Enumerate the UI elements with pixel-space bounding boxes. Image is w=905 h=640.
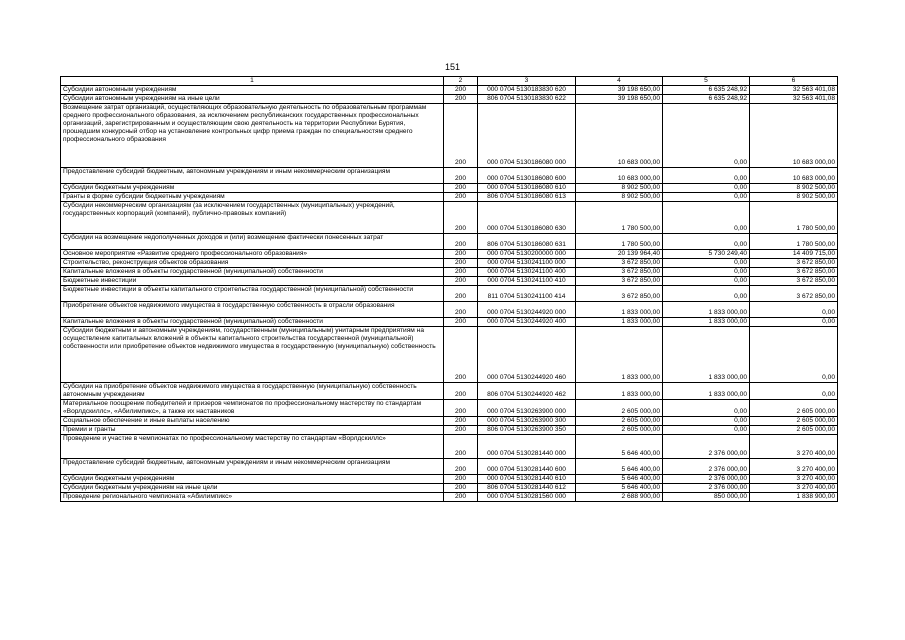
table-row — [61, 383, 838, 400]
row-unexecuted-amount-cell: 10 683 000,00 — [750, 168, 838, 184]
row-classification-code-cell: 000 0704 5130241100 400 — [478, 268, 576, 277]
header-cell-2: 2 — [444, 77, 478, 86]
table-row — [61, 268, 838, 277]
row-classification-code-cell: 000 0704 5130281560 000 — [478, 493, 576, 502]
table-row — [61, 493, 838, 502]
row-approved-amount-cell: 5 646 400,00 — [576, 484, 663, 493]
row-approved-amount-cell: 1 780 500,00 — [576, 234, 663, 250]
row-classification-code-cell: 806 0704 5130186080 631 — [478, 234, 576, 250]
row-name-cell: Капитальные вложения в объекты государственной (муниципальной) собственности — [61, 318, 444, 327]
table-row — [61, 86, 838, 95]
table-row — [61, 277, 838, 286]
row-executed-amount-cell: 6 635 248,92 — [663, 95, 750, 104]
table-row — [61, 168, 838, 184]
row-approved-amount-cell: 3 672 850,00 — [576, 259, 663, 268]
row-unexecuted-amount-cell: 2 605 000,00 — [750, 417, 838, 426]
row-line-code-cell: 200 — [444, 435, 478, 459]
row-executed-amount-cell: 2 376 000,00 — [663, 459, 750, 475]
row-approved-amount-cell: 8 902 500,00 — [576, 193, 663, 202]
row-approved-amount-cell: 8 902 500,00 — [576, 184, 663, 193]
row-executed-amount-cell: 1 833 000,00 — [663, 302, 750, 318]
row-executed-amount-cell: 2 376 000,00 — [663, 475, 750, 484]
row-classification-code-cell: 000 0704 5130186080 610 — [478, 184, 576, 193]
row-classification-code-cell: 806 0704 5130281440 612 — [478, 484, 576, 493]
row-name-cell: Приобретение объектов недвижимого имущества в государственную собственность в отрасли образования — [61, 302, 444, 318]
row-classification-code-cell: 000 0704 5130200000 000 — [478, 250, 576, 259]
table-row — [61, 435, 838, 459]
row-executed-amount-cell: 2 376 000,00 — [663, 484, 750, 493]
row-executed-amount-cell: 0,00 — [663, 234, 750, 250]
table-row — [61, 286, 838, 302]
row-executed-amount-cell: 5 730 249,40 — [663, 250, 750, 259]
row-unexecuted-amount-cell: 0,00 — [750, 383, 838, 400]
row-approved-amount-cell: 2 688 900,00 — [576, 493, 663, 502]
row-name-cell: Субсидии автономным учреждениям — [61, 86, 444, 95]
row-approved-amount-cell: 10 683 000,00 — [576, 168, 663, 184]
row-line-code-cell: 200 — [444, 86, 478, 95]
row-unexecuted-amount-cell: 1 780 500,00 — [750, 202, 838, 234]
row-unexecuted-amount-cell: 32 563 401,08 — [750, 95, 838, 104]
row-name-cell: Субсидии на возмещение недополученных доходов и (или) возмещение фактически понесенных затрат — [61, 234, 444, 250]
budget-execution-table — [60, 76, 838, 502]
row-classification-code-cell: 000 0704 5130244920 400 — [478, 318, 576, 327]
table-row — [61, 484, 838, 493]
row-unexecuted-amount-cell: 2 605 000,00 — [750, 426, 838, 435]
row-name-cell: Гранты в форме субсидии бюджетным учреждениям — [61, 193, 444, 202]
header-cell-1: 1 — [61, 77, 444, 86]
row-unexecuted-amount-cell: 10 683 000,00 — [750, 104, 838, 168]
row-executed-amount-cell: 0,00 — [663, 277, 750, 286]
row-approved-amount-cell: 1 833 000,00 — [576, 302, 663, 318]
row-line-code-cell: 200 — [444, 268, 478, 277]
row-classification-code-cell: 000 0704 5130263900 300 — [478, 417, 576, 426]
row-unexecuted-amount-cell: 1 838 900,00 — [750, 493, 838, 502]
row-name-cell: Бюджетные инвестиции в объекты капитального строительства государственной (муниципальной) собственности — [61, 286, 444, 302]
row-line-code-cell: 200 — [444, 259, 478, 268]
row-line-code-cell: 200 — [444, 193, 478, 202]
row-name-cell: Субсидии бюджетным учреждениям на иные цели — [61, 484, 444, 493]
row-line-code-cell: 200 — [444, 475, 478, 484]
row-name-cell: Предоставление субсидий бюджетным, автономным учреждениям и иным некоммерческим организациям — [61, 459, 444, 475]
row-classification-code-cell: 000 0704 5130281440 610 — [478, 475, 576, 484]
row-unexecuted-amount-cell: 0,00 — [750, 302, 838, 318]
row-name-cell: Субсидии бюджетным учреждениям — [61, 184, 444, 193]
row-classification-code-cell: 000 0704 5130244920 460 — [478, 327, 576, 383]
row-name-cell: Предоставление субсидий бюджетным, автономным учреждениям и иным некоммерческим организациям — [61, 168, 444, 184]
row-line-code-cell: 200 — [444, 302, 478, 318]
row-unexecuted-amount-cell: 2 605 000,00 — [750, 400, 838, 417]
row-line-code-cell: 200 — [444, 184, 478, 193]
row-unexecuted-amount-cell: 8 902 500,00 — [750, 193, 838, 202]
row-approved-amount-cell: 2 605 000,00 — [576, 417, 663, 426]
row-name-cell: Основное мероприятие «Развитие среднего профессионального образования» — [61, 250, 444, 259]
row-approved-amount-cell: 1 833 000,00 — [576, 318, 663, 327]
row-name-cell: Субсидии бюджетным учреждениям — [61, 475, 444, 484]
row-line-code-cell: 200 — [444, 484, 478, 493]
row-classification-code-cell: 000 0704 5130183830 620 — [478, 86, 576, 95]
row-classification-code-cell: 000 0704 5130186080 000 — [478, 104, 576, 168]
row-unexecuted-amount-cell: 32 563 401,08 — [750, 86, 838, 95]
row-executed-amount-cell: 2 376 000,00 — [663, 435, 750, 459]
row-classification-code-cell: 806 0704 5130183830 622 — [478, 95, 576, 104]
header-cell-4: 4 — [576, 77, 663, 86]
row-classification-code-cell: 000 0704 5130241100 000 — [478, 259, 576, 268]
table-row — [61, 302, 838, 318]
row-approved-amount-cell: 1 833 000,00 — [576, 383, 663, 400]
page-number: 151 — [444, 62, 461, 72]
row-line-code-cell: 200 — [444, 318, 478, 327]
row-line-code-cell: 200 — [444, 250, 478, 259]
row-unexecuted-amount-cell: 0,00 — [750, 327, 838, 383]
row-approved-amount-cell: 5 646 400,00 — [576, 459, 663, 475]
row-executed-amount-cell: 1 833 000,00 — [663, 318, 750, 327]
table-row — [61, 95, 838, 104]
row-approved-amount-cell: 2 605 000,00 — [576, 400, 663, 417]
row-executed-amount-cell: 0,00 — [663, 202, 750, 234]
header-cell-5: 5 — [663, 77, 750, 86]
row-unexecuted-amount-cell: 8 902 500,00 — [750, 184, 838, 193]
table-row — [61, 426, 838, 435]
row-unexecuted-amount-cell: 3 270 400,00 — [750, 484, 838, 493]
row-name-cell: Социальное обеспечение и иные выплаты населению — [61, 417, 444, 426]
table-row — [61, 184, 838, 193]
row-unexecuted-amount-cell: 3 270 400,00 — [750, 475, 838, 484]
row-executed-amount-cell: 1 833 000,00 — [663, 327, 750, 383]
row-executed-amount-cell: 0,00 — [663, 104, 750, 168]
row-line-code-cell: 200 — [444, 104, 478, 168]
row-name-cell: Капитальные вложения в объекты государственной (муниципальной) собственности — [61, 268, 444, 277]
table-row — [61, 459, 838, 475]
row-approved-amount-cell: 3 672 850,00 — [576, 277, 663, 286]
row-executed-amount-cell: 0,00 — [663, 426, 750, 435]
row-executed-amount-cell: 0,00 — [663, 400, 750, 417]
row-unexecuted-amount-cell: 3 270 400,00 — [750, 435, 838, 459]
row-name-cell: Премии и гранты — [61, 426, 444, 435]
row-name-cell: Строительство, реконструкция объектов образования — [61, 259, 444, 268]
row-unexecuted-amount-cell: 3 672 850,00 — [750, 268, 838, 277]
row-line-code-cell: 200 — [444, 383, 478, 400]
header-cell-3: 3 — [478, 77, 576, 86]
row-approved-amount-cell: 1 780 500,00 — [576, 202, 663, 234]
row-name-cell: Субсидии бюджетным и автономным учреждениям, государственным (муниципальным) унитарным предприятиям на осуществление капитальных вложений в объекты капитального строительства государственной (муниципальной) собственности или приобретение объектов недвижимого имущества в государственную (муниципальную) собственность — [61, 327, 444, 383]
row-unexecuted-amount-cell: 3 672 850,00 — [750, 277, 838, 286]
row-executed-amount-cell: 0,00 — [663, 417, 750, 426]
row-name-cell: Возмещение затрат организаций, осуществляющих образовательную деятельность по образовательным программам среднего профессионального образования, за исключением республиканских государственных профессиональных организаций, зарегистрированным и осуществляющим свою деятельность на территории Республики Бурятия, прошедшим конкурсный отбор на установление контрольных цифр приема граждан по специальностям среднего профессионального образования — [61, 104, 444, 168]
row-executed-amount-cell: 1 833 000,00 — [663, 383, 750, 400]
row-unexecuted-amount-cell: 1 780 500,00 — [750, 234, 838, 250]
row-unexecuted-amount-cell: 3 270 400,00 — [750, 459, 838, 475]
table-row — [61, 193, 838, 202]
row-unexecuted-amount-cell: 3 672 850,00 — [750, 259, 838, 268]
row-approved-amount-cell: 1 833 000,00 — [576, 327, 663, 383]
row-name-cell: Проведение и участие в чемпионатах по профессиональному мастерству по стандартам «Ворлдскиллс» — [61, 435, 444, 459]
table-row — [61, 400, 838, 417]
row-approved-amount-cell: 3 672 850,00 — [576, 268, 663, 277]
row-name-cell: Бюджетные инвестиции — [61, 277, 444, 286]
row-executed-amount-cell: 850 000,00 — [663, 493, 750, 502]
row-line-code-cell: 200 — [444, 426, 478, 435]
row-executed-amount-cell: 0,00 — [663, 193, 750, 202]
row-approved-amount-cell: 20 139 964,40 — [576, 250, 663, 259]
table-header-row — [61, 77, 838, 86]
table-row — [61, 318, 838, 327]
row-unexecuted-amount-cell: 14 409 715,00 — [750, 250, 838, 259]
row-line-code-cell: 200 — [444, 493, 478, 502]
table-row — [61, 104, 838, 168]
row-classification-code-cell: 806 0704 5130186080 613 — [478, 193, 576, 202]
row-line-code-cell: 200 — [444, 459, 478, 475]
table-row — [61, 417, 838, 426]
row-classification-code-cell: 000 0704 5130186080 600 — [478, 168, 576, 184]
row-approved-amount-cell: 2 605 000,00 — [576, 426, 663, 435]
header-cell-6: 6 — [750, 77, 838, 86]
row-unexecuted-amount-cell: 3 672 850,00 — [750, 286, 838, 302]
row-line-code-cell: 200 — [444, 168, 478, 184]
row-classification-code-cell: 000 0704 5130241100 410 — [478, 277, 576, 286]
row-line-code-cell: 200 — [444, 327, 478, 383]
row-approved-amount-cell: 39 198 650,00 — [576, 95, 663, 104]
row-name-cell: Субсидии на приобретение объектов недвижимого имущества в государственную (муниципальную) собственность автономным учреждениям — [61, 383, 444, 400]
row-line-code-cell: 200 — [444, 417, 478, 426]
row-line-code-cell: 200 — [444, 286, 478, 302]
row-classification-code-cell: 000 0704 5130281440 600 — [478, 459, 576, 475]
table-row — [61, 259, 838, 268]
row-approved-amount-cell: 3 672 850,00 — [576, 286, 663, 302]
row-name-cell: Проведение регионального чемпионата «Абилимпикс» — [61, 493, 444, 502]
row-classification-code-cell: 000 0704 5130186080 630 — [478, 202, 576, 234]
row-classification-code-cell: 811 0704 5130241100 414 — [478, 286, 576, 302]
row-executed-amount-cell: 0,00 — [663, 268, 750, 277]
row-name-cell: Субсидии автономным учреждениям на иные цели — [61, 95, 444, 104]
row-executed-amount-cell: 0,00 — [663, 259, 750, 268]
row-approved-amount-cell: 39 198 650,00 — [576, 86, 663, 95]
row-line-code-cell: 200 — [444, 277, 478, 286]
table-row — [61, 475, 838, 484]
row-line-code-cell: 200 — [444, 234, 478, 250]
row-classification-code-cell: 806 0704 5130263900 350 — [478, 426, 576, 435]
row-unexecuted-amount-cell: 0,00 — [750, 318, 838, 327]
row-executed-amount-cell: 0,00 — [663, 168, 750, 184]
row-executed-amount-cell: 0,00 — [663, 286, 750, 302]
table-row — [61, 327, 838, 383]
row-executed-amount-cell: 6 635 248,92 — [663, 86, 750, 95]
row-line-code-cell: 200 — [444, 202, 478, 234]
row-executed-amount-cell: 0,00 — [663, 184, 750, 193]
table-row — [61, 202, 838, 234]
row-approved-amount-cell: 5 646 400,00 — [576, 475, 663, 484]
row-approved-amount-cell: 5 646 400,00 — [576, 435, 663, 459]
row-classification-code-cell: 000 0704 5130244920 000 — [478, 302, 576, 318]
table-row — [61, 250, 838, 259]
row-name-cell: Субсидии некоммерческим организациям (за исключением государственных (муниципальных) учреждений, государственных корпораций (компаний), публично-правовых компаний) — [61, 202, 444, 234]
table-row — [61, 234, 838, 250]
row-name-cell: Материальное поощрение победителей и призеров чемпионатов по профессиональному мастерству по стандартам «Ворлдскиллс», «Абилимпикс», а также их наставников — [61, 400, 444, 417]
row-classification-code-cell: 806 0704 5130244920 462 — [478, 383, 576, 400]
row-line-code-cell: 200 — [444, 95, 478, 104]
row-classification-code-cell: 000 0704 5130263900 000 — [478, 400, 576, 417]
row-classification-code-cell: 000 0704 5130281440 000 — [478, 435, 576, 459]
row-line-code-cell: 200 — [444, 400, 478, 417]
row-approved-amount-cell: 10 683 000,00 — [576, 104, 663, 168]
